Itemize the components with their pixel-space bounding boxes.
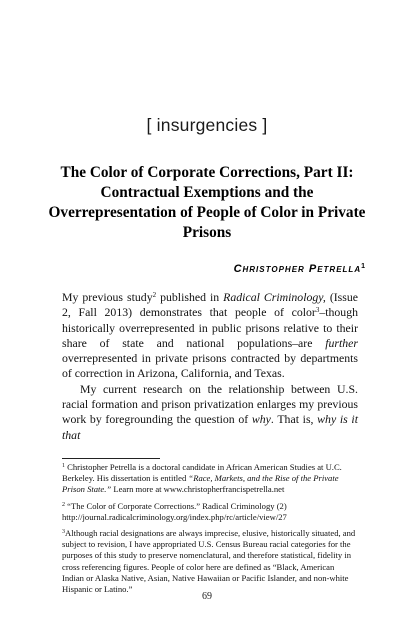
text-run: (Issue 2, Fall 2013) demonstrates that people of color [62, 290, 358, 320]
paragraph-1 [62, 290, 358, 382]
dissertation-title: “Race, Markets, and the Rise of the Private Prison State.” [62, 473, 339, 495]
author-name: Christopher Petrella [233, 263, 362, 275]
paragraph-2 [62, 382, 358, 443]
footnote-number: 2 [62, 501, 65, 508]
emphasis: why is it that [62, 412, 358, 442]
footnote-divider [62, 458, 160, 459]
emphasis: further [325, 335, 358, 350]
author-footnote-ref[interactable]: 1 [361, 263, 366, 270]
author-byline [234, 263, 366, 275]
section-label: [ insurgencies ] [146, 115, 268, 135]
text-run: . That is, [270, 412, 318, 427]
footnote-1 [62, 462, 358, 496]
journal-name: Radical Criminology, [223, 290, 326, 304]
text-run: Although racial designations are always imprecise, elusive, historically situated, and subject to revision, I have appropriated U.S. Census Bureau racial categories for the purposes of this study to preserve nomenclatural, and therefore statistical, fidelity in cross referencing figures. People of color here are defined as “Black, American Indian or Alaska Native, Asian, Native Hawaiian or Pacific Islander, and non-white Hispanic or Latino.” [62, 528, 356, 595]
footnote-number: 3 [62, 529, 65, 536]
footnote-2 [62, 501, 358, 523]
text-run: “The Color of Corporate Corrections.” Radical Criminology (2) http://journal.radicalcriminology.org/index.php/rc/article/view/27 [62, 500, 287, 522]
text-run: Learn more at www.christopherfrancispetrella.net [111, 484, 285, 495]
text-run: –though historically overrepresented in public prisons relative to their share of state and national populations–are [62, 305, 358, 350]
text-run: overrepresented in private prisons contracted by departments of correction in Arizona, California, and Texas. [62, 351, 358, 381]
footnotes [62, 462, 358, 600]
footnote-number: 1 [62, 463, 65, 469]
text-run: Christopher Petrella is a doctoral candidate in African American Studies at U.C. Berkeley. His dissertation is entitled [62, 462, 342, 484]
article-title: The Color of Corporate Corrections, Part II: Contractual Exemptions and the Overrepresentation of People of Color in Private Prisons [48, 164, 366, 241]
footnote-3 [62, 528, 358, 595]
emphasis: why [251, 412, 271, 427]
text-run: My previous study [62, 290, 153, 304]
body-text [62, 290, 358, 443]
text-run: My current research on the relationship between U.S. racial formation and prison privatization enlarges my previous work by foregrounding the question of [62, 381, 358, 427]
footnote-ref-3[interactable]: 3 [315, 306, 320, 315]
text-run: published in [156, 290, 224, 304]
footnote-ref-2[interactable]: 2 [152, 291, 157, 299]
page-number: 69 [202, 591, 212, 602]
